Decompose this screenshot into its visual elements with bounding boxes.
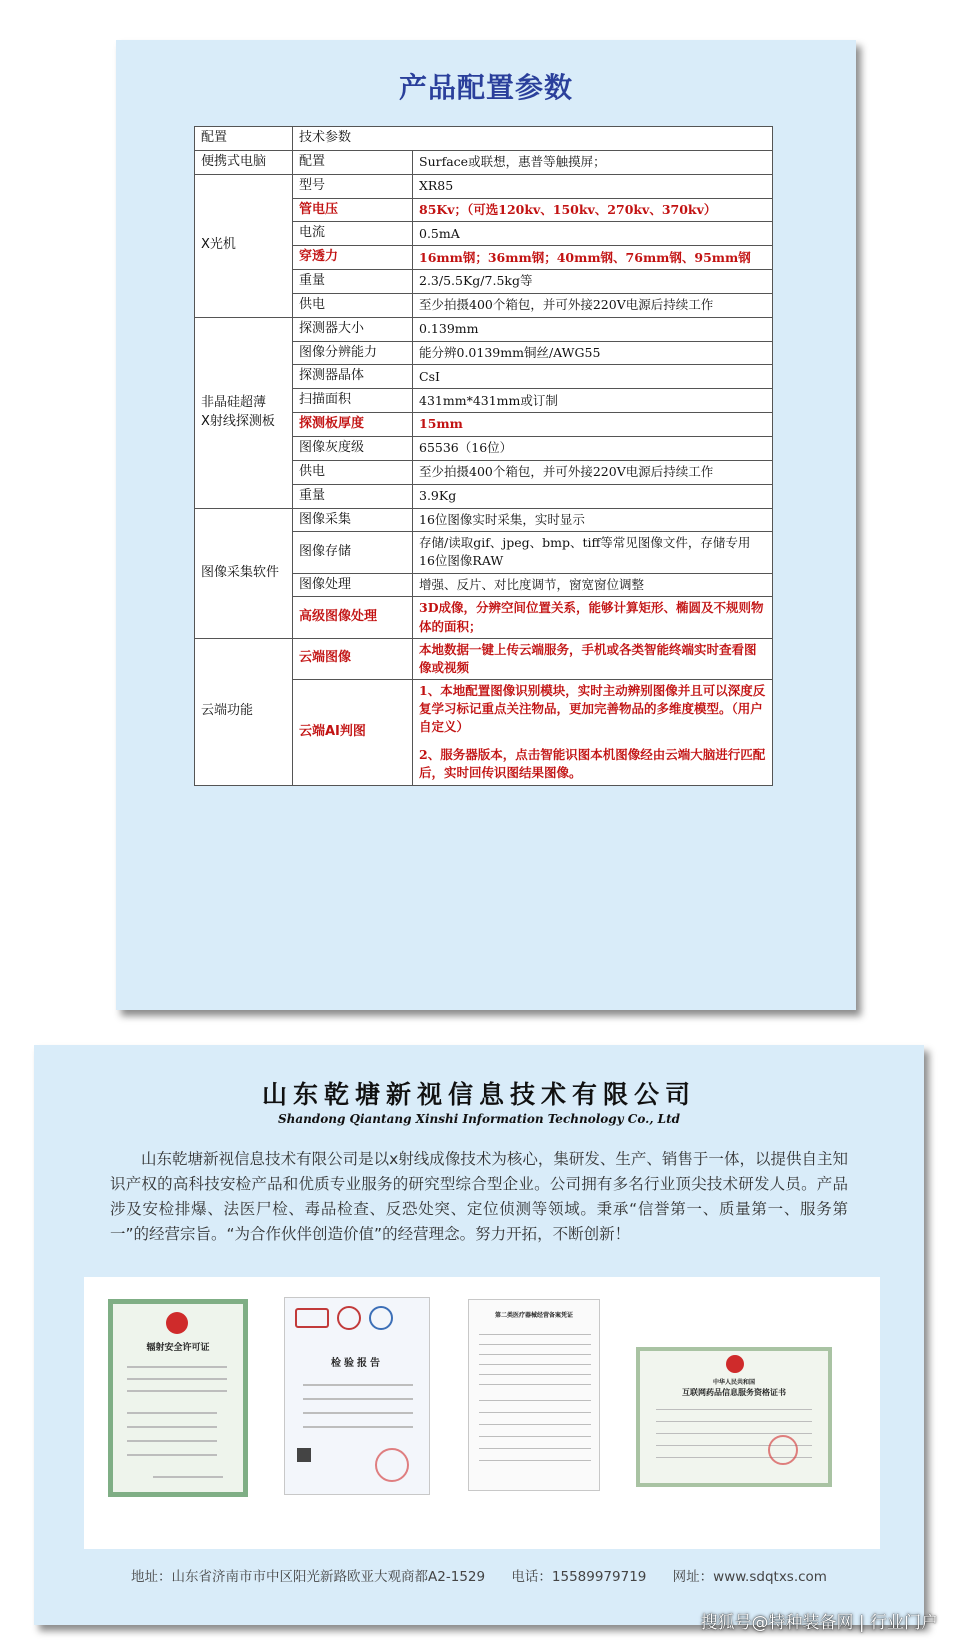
- row-value: 3D成像，分辨空间位置关系，能够计算矩形、椭圆及不规则物体的面积；: [413, 597, 773, 638]
- footer-address: 地址：山东省济南市市中区阳光新路欧亚大观商都A2-1529: [131, 1569, 486, 1585]
- row-value: CsI: [413, 365, 773, 389]
- row-key: 云端AI判图: [293, 679, 413, 785]
- row-value: 16位图像实时采集，实时显示: [413, 508, 773, 532]
- row-value: 存储/读取gif、jpeg、bmp、tiff等常见图像文件，存储专用16位图像RAW: [413, 532, 773, 573]
- national-emblem-icon: [166, 1312, 188, 1334]
- row-key: 型号: [293, 174, 413, 198]
- table-row: [195, 638, 773, 679]
- row-value: 2.3/5.5Kg/7.5kg等: [413, 270, 773, 294]
- group-software: 图像采集软件: [195, 508, 293, 638]
- row-value: 增强、反片、对比度调节，窗宽窗位调整: [413, 573, 773, 597]
- contact-footer: [34, 1565, 924, 1585]
- group-cloud: 云端功能: [195, 638, 293, 785]
- certificate-title: 第二类医疗器械经营备案凭证: [494, 1312, 573, 1319]
- row-key: 探测器晶体: [293, 365, 413, 389]
- row-key: 图像采集: [293, 508, 413, 532]
- spec-table: [194, 126, 773, 786]
- certificate-title: 辐射安全许可证: [146, 1343, 210, 1353]
- row-value: 16mm钢；36mm钢；40mm钢、76mm钢、95mm钢: [413, 246, 773, 270]
- footer-website[interactable]: 网址：www.sdqtxs.com: [672, 1569, 827, 1585]
- table-header-row: [195, 127, 773, 151]
- row-value: 本地数据一键上传云端服务，手机或各类智能终端实时查看图像或视频: [413, 638, 773, 679]
- row-key: 管电压: [293, 198, 413, 222]
- footer-phone: 电话：15589979719: [511, 1569, 647, 1585]
- spec-panel: [116, 40, 856, 1010]
- row-value: 3.9Kg: [413, 484, 773, 508]
- row-key: 图像处理: [293, 573, 413, 597]
- table-row: [195, 508, 773, 532]
- row-key: 重量: [293, 484, 413, 508]
- row-value: 能分辨0.0139mm铜丝/AWG55: [413, 341, 773, 365]
- group-laptop: 便携式电脑: [195, 150, 293, 174]
- certificate-radiation-license: [108, 1299, 248, 1497]
- row-key: 图像灰度级: [293, 436, 413, 460]
- table-row: [195, 150, 773, 174]
- row-value: 0.5mA: [413, 222, 773, 246]
- row-value: 至少拍摄400个箱包，并可外接220V电源后持续工作: [413, 460, 773, 484]
- group-detector-line2: X射线探测板: [201, 413, 275, 429]
- certificate-inspection-report: [284, 1297, 430, 1495]
- row-key: 探测器大小: [293, 317, 413, 341]
- row-value: [413, 679, 773, 785]
- row-key: 配置: [293, 150, 413, 174]
- ai-feature-1: 1、本地配置图像识别模块，实时主动辨别图像并且可以深度反复学习标记重点关注物品，更加完善物品的多维度模型。（用户自定义）: [419, 682, 766, 735]
- certificate-internet-drug-info: [636, 1347, 832, 1487]
- row-key: 探测板厚度: [293, 413, 413, 437]
- header-config: 配置: [195, 127, 293, 151]
- row-key: 云端图像: [293, 638, 413, 679]
- group-detector: [195, 317, 293, 508]
- red-stamp-icon: [768, 1435, 798, 1465]
- red-stamp-icon: [375, 1448, 409, 1482]
- source-watermark: 搜狐号@特种装备网 | 行业门户: [700, 1613, 938, 1633]
- row-key: 扫描面积: [293, 389, 413, 413]
- group-xray: X光机: [195, 174, 293, 317]
- company-panel: [34, 1045, 924, 1625]
- row-value: 431mm*431mm或订制: [413, 389, 773, 413]
- row-key: 供电: [293, 460, 413, 484]
- row-key: 电流: [293, 222, 413, 246]
- company-name: 山东乾塘新视信息技术有限公司: [261, 1080, 696, 1109]
- spec-title: 产品配置参数: [398, 71, 573, 104]
- row-value: 15mm: [413, 413, 773, 437]
- group-detector-line1: 非晶硅超薄: [201, 394, 267, 410]
- row-key: 图像存储: [293, 532, 413, 573]
- certificate-subtitle: 中华人民共和国: [712, 1379, 755, 1386]
- row-value: 65536（16位）: [413, 436, 773, 460]
- row-key: 重量: [293, 270, 413, 294]
- row-key: 供电: [293, 293, 413, 317]
- national-emblem-icon: [726, 1355, 744, 1373]
- header-params: 技术参数: [293, 127, 773, 151]
- seal-icon: [337, 1306, 361, 1330]
- row-value: 85Kv；（可选120kv、150kv、270kv、370kv）: [413, 198, 773, 222]
- row-value: 至少拍摄400个箱包，并可外接220V电源后持续工作: [413, 293, 773, 317]
- row-key: 图像分辨能力: [293, 341, 413, 365]
- certificate-title: 互联网药品信息服务资格证书: [682, 1387, 786, 1397]
- cma-mark-icon: [295, 1308, 329, 1328]
- cnas-mark-icon: [369, 1306, 393, 1330]
- table-row: [195, 174, 773, 198]
- row-value: 0.139mm: [413, 317, 773, 341]
- ai-feature-2: 2、服务器版本，点击智能识图本机图像经由云端大脑进行匹配后，实时回传识图结果图像。: [419, 747, 766, 781]
- qr-code-icon: [297, 1448, 311, 1462]
- certificate-medical-device-filing: [468, 1299, 600, 1491]
- row-key: 高级图像处理: [293, 597, 413, 638]
- company-name-en: Shandong Qiantang Xinshi Information Technology Co., Ltd: [277, 1112, 681, 1126]
- row-key: 穿透力: [293, 246, 413, 270]
- row-value: Surface或联想，惠普等触摸屏；: [413, 150, 773, 174]
- certificate-gallery: [84, 1277, 880, 1549]
- table-row: [195, 317, 773, 341]
- company-intro: 山东乾塘新视信息技术有限公司是以x射线成像技术为核心，集研发、生产、销售于一体，以提供自主知识产权的高科技安检产品和优质专业服务的研究型综合型企业。公司拥有多名行业顶尖技术研发人员。产品涉及安检排爆、法医尸检、毒品检查、反恐处突、定位侦测等领域。秉承“信誉第一、质量第一、服务第一”的经营宗旨。“为合作伙伴创造价值”的经营理念。努力开拓，不断创新！: [110, 1150, 848, 1243]
- certificate-title: 检验报告: [331, 1358, 383, 1369]
- row-value: XR85: [413, 174, 773, 198]
